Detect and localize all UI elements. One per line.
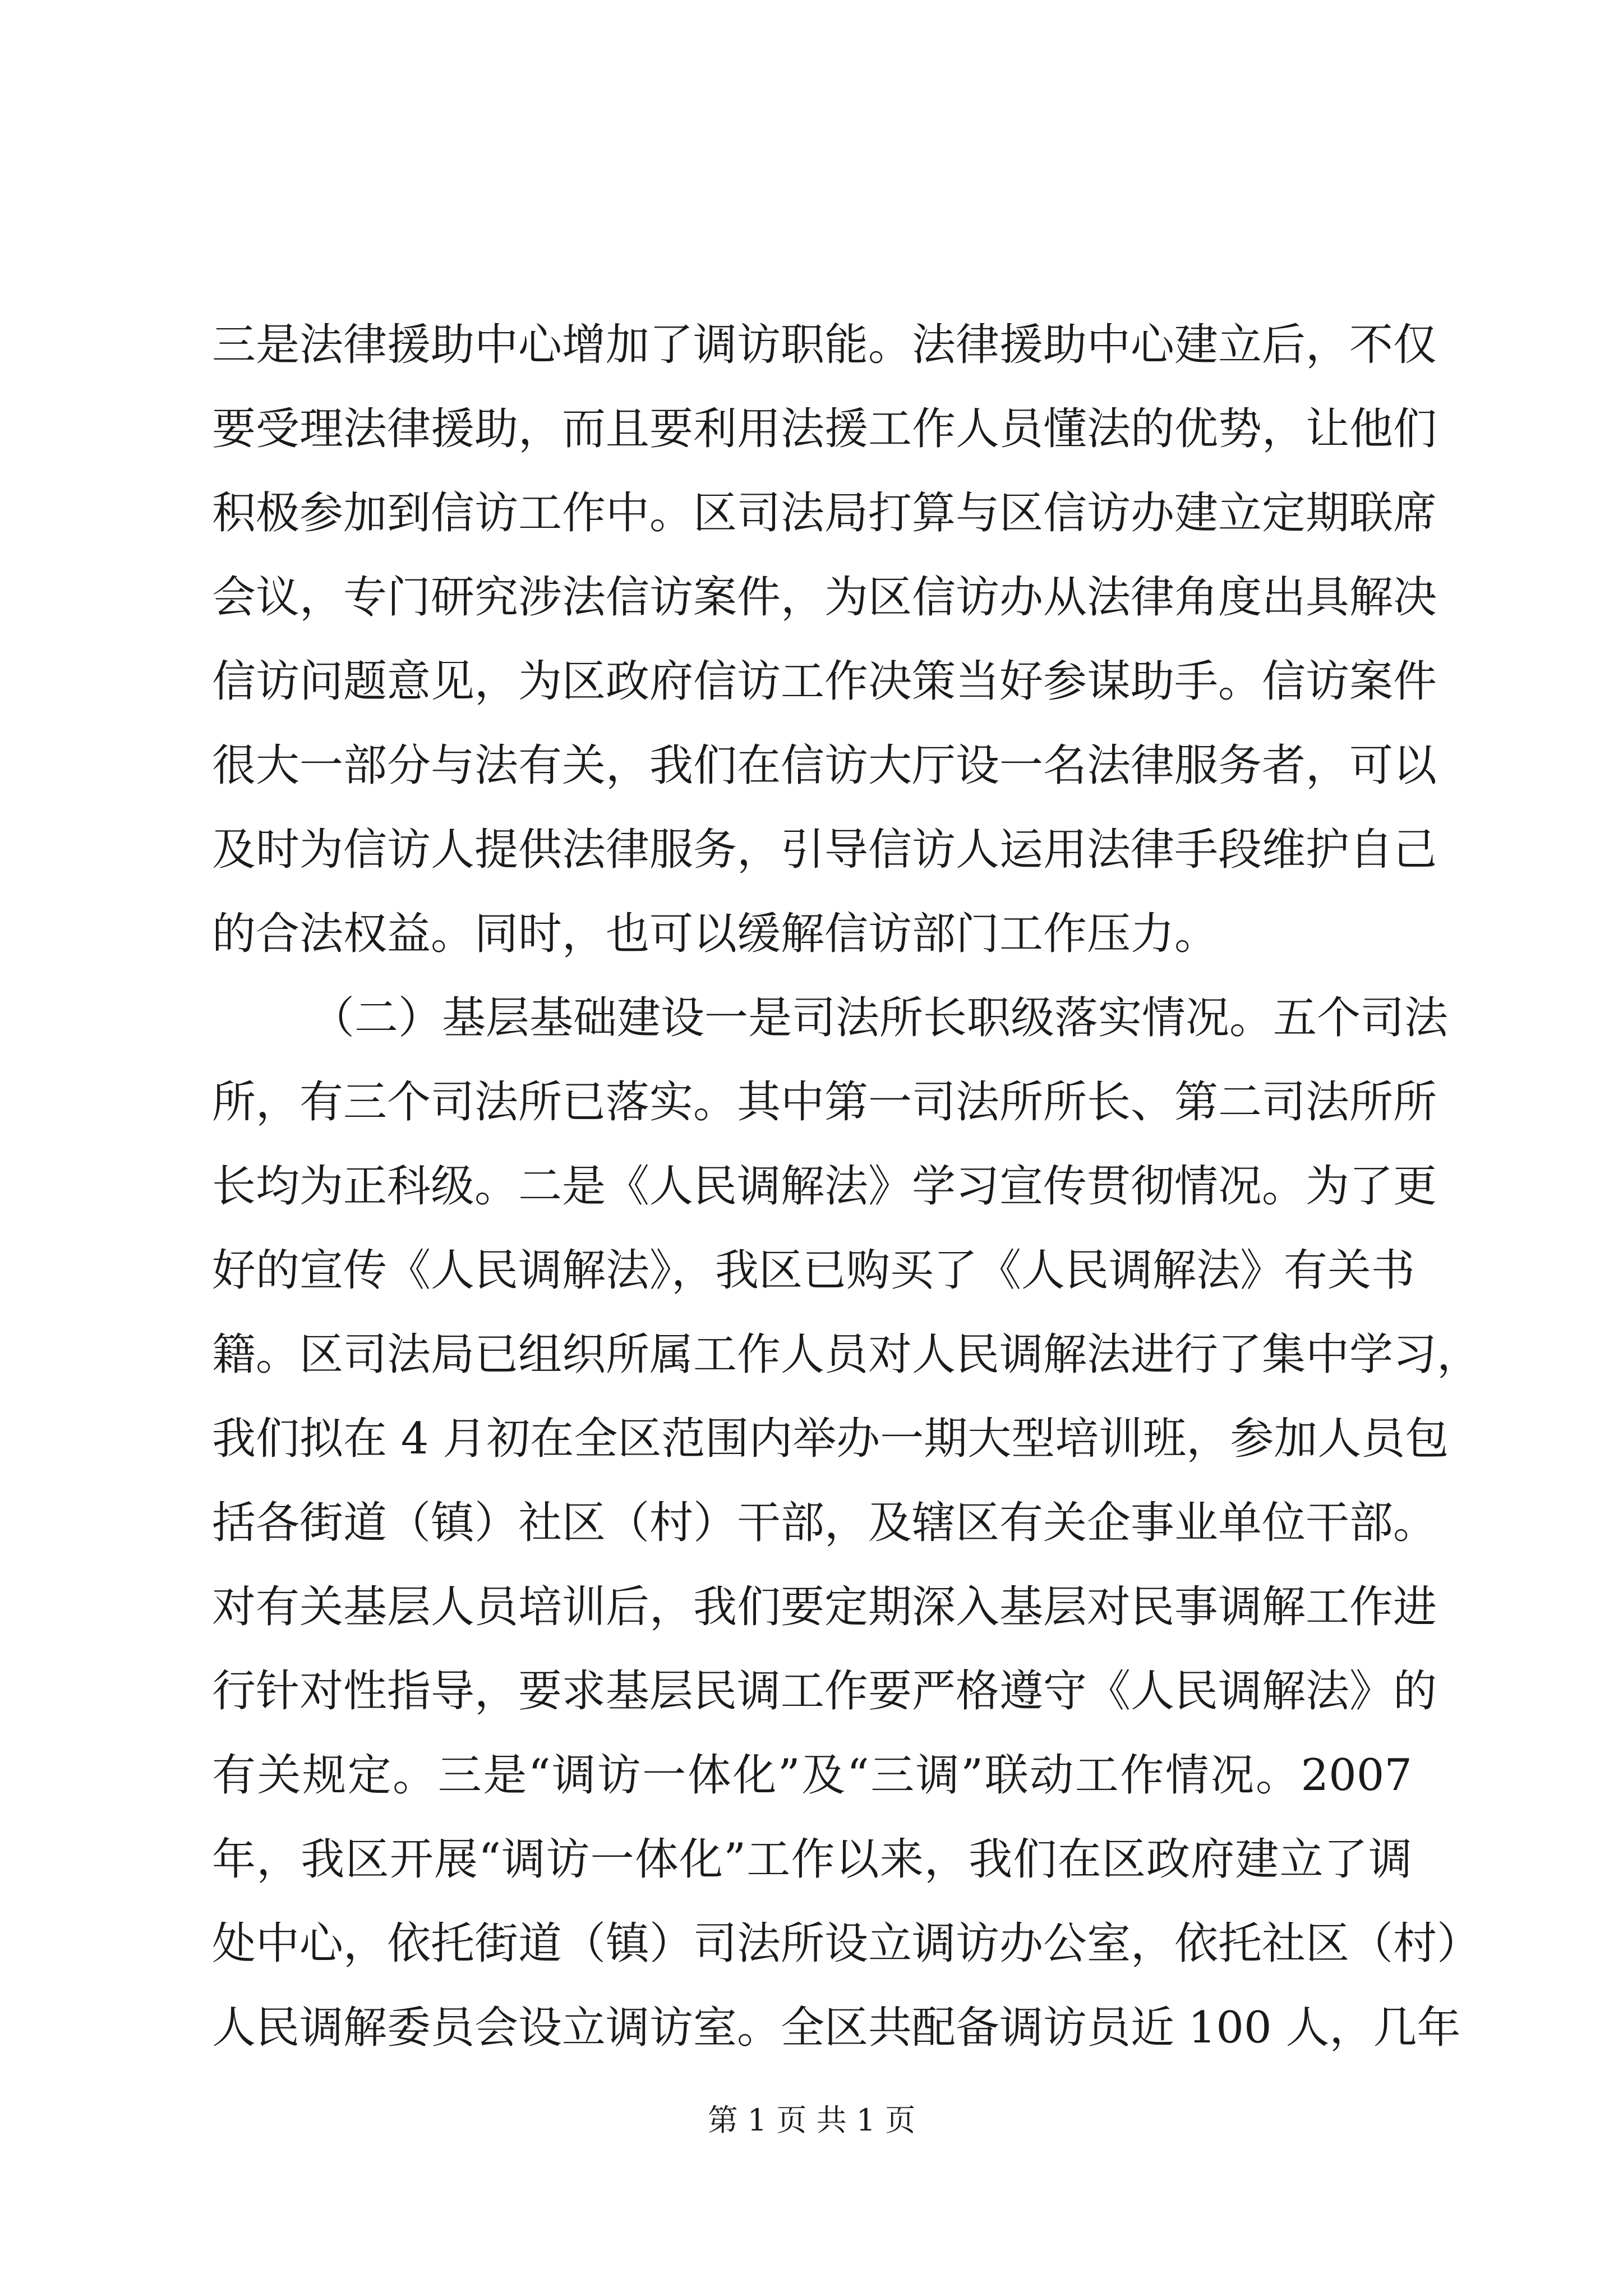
- paragraph-first-line: （二）基层基础建设一是司法所长职级落实情况。五个司法: [311, 993, 1449, 1043]
- text-line: 的合法权益。同时，也可以缓解信访部门工作压力。: [212, 909, 1219, 959]
- page-footer: 第 1 页 共 1 页: [707, 2102, 916, 2138]
- text-line: 信访问题意见，为区政府信访工作决策当好参谋助手。信访案件: [212, 656, 1437, 707]
- text-line: 会议，专门研究涉法信访案件，为区信访办从法律角度出具解决: [212, 572, 1437, 623]
- text-line: 要受理法律援助，而且要利用法援工作人员懂法的优势，让他们: [212, 404, 1437, 454]
- document-body: [212, 303, 1481, 2070]
- text-line: 长均为正科级。二是《人民调解法》学习宣传贯彻情况。为了更: [212, 1161, 1437, 1212]
- text-line: 人民调解委员会设立调访室。全区共配备调访员近 100 人，几年: [212, 2003, 1461, 2053]
- text-line: 有关规定。三是“调访一体化”及“三调”联动工作情况。2007: [212, 1750, 1412, 1801]
- text-line: 籍。区司法局已组织所属工作人员对人民调解法进行了集中学习，: [212, 1329, 1481, 1380]
- text-line: 行针对性指导，要求基层民调工作要严格遵守《人民调解法》的: [212, 1666, 1437, 1717]
- text-line: 三是法律援助中心增加了调访职能。法律援助中心建立后，不仅: [212, 320, 1437, 370]
- text-line: 所，有三个司法所已落实。其中第一司法所所长、第二司法所所: [212, 1077, 1437, 1128]
- text-line: 积极参加到信访工作中。区司法局打算与区信访办建立定期联席: [212, 488, 1437, 539]
- text-line: 年，我区开展“调访一体化”工作以来，我们在区政府建立了调: [212, 1834, 1412, 1885]
- text-line: 括各街道（镇）社区（村）干部，及辖区有关企事业单位干部。: [212, 1498, 1437, 1548]
- text-line: 及时为信访人提供法律服务，引导信访人运用法律手段维护自己: [212, 825, 1437, 875]
- text-line: 好的宣传《人民调解法》，我区已购买了《人民调解法》有关书: [212, 1245, 1415, 1296]
- text-line: 对有关基层人员培训后，我们要定期深入基层对民事调解工作进: [212, 1582, 1437, 1632]
- text-line: 很大一部分与法有关，我们在信访大厅设一名法律服务者，可以: [212, 740, 1437, 791]
- text-line: 处中心，依托街道（镇）司法所设立调访办公室，依托社区（村）: [212, 1918, 1481, 1969]
- text-line: 我们拟在 4 月初在全区范围内举办一期大型培训班，参加人员包: [212, 1414, 1449, 1464]
